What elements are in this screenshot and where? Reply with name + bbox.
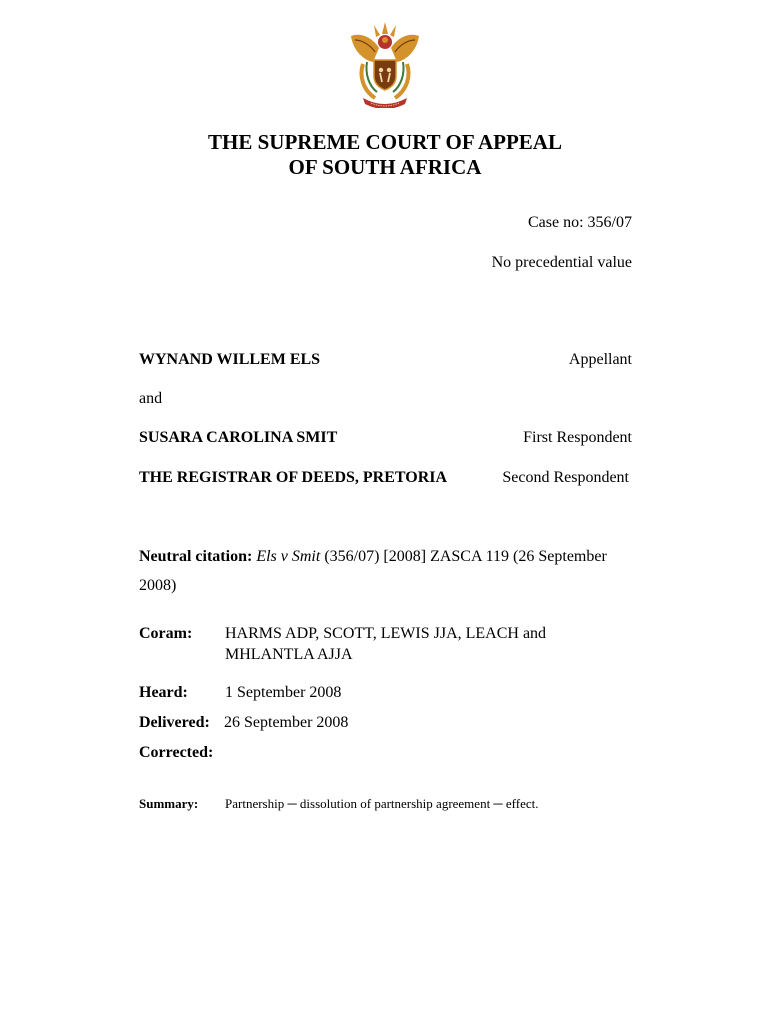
corrected-label: Corrected: xyxy=(139,744,214,761)
coram-label: Coram: xyxy=(139,625,193,642)
first-respondent-name: SUSARA CAROLINA SMIT xyxy=(139,429,338,446)
precedential-status: No precedential value xyxy=(491,254,632,271)
citation-reference: (356/07) [2008] ZASCA 119 (26 September xyxy=(324,548,607,565)
neutral-citation xyxy=(139,548,607,566)
coat-of-arms-emblem xyxy=(341,18,429,108)
party-conjunction: and xyxy=(139,390,163,407)
court-title-line2: OF SOUTH AFRICA xyxy=(288,155,482,179)
second-respondent-role: Second Respondent xyxy=(502,469,629,486)
citation-case-name: Els v Smit xyxy=(256,548,321,565)
citation-continuation: 2008) xyxy=(139,577,177,594)
summary-text: Partnership ─ dissolution of partnership agreement ─ effect. xyxy=(225,796,539,811)
coram-line1: HARMS ADP, SCOTT, LEWIS JJA, LEACH and xyxy=(225,625,547,642)
delivered-date: 26 September 2008 xyxy=(224,714,349,731)
appellant-name: WYNAND WILLEM ELS xyxy=(139,351,321,368)
heard-date: 1 September 2008 xyxy=(225,684,342,701)
first-respondent-role: First Respondent xyxy=(523,429,632,446)
heard-label: Heard: xyxy=(139,684,188,701)
case-number: Case no: 356/07 xyxy=(528,214,632,231)
delivered-label: Delivered: xyxy=(139,714,210,731)
court-title-line1: THE SUPREME COURT OF APPEAL xyxy=(208,130,562,154)
coram-line2: MHLANTLA AJJA xyxy=(225,646,353,663)
citation-label: Neutral citation: xyxy=(139,548,253,565)
appellant-role: Appellant xyxy=(568,351,632,368)
summary-label: Summary: xyxy=(139,796,199,811)
second-respondent-name: THE REGISTRAR OF DEEDS, PRETORIA xyxy=(139,469,448,486)
